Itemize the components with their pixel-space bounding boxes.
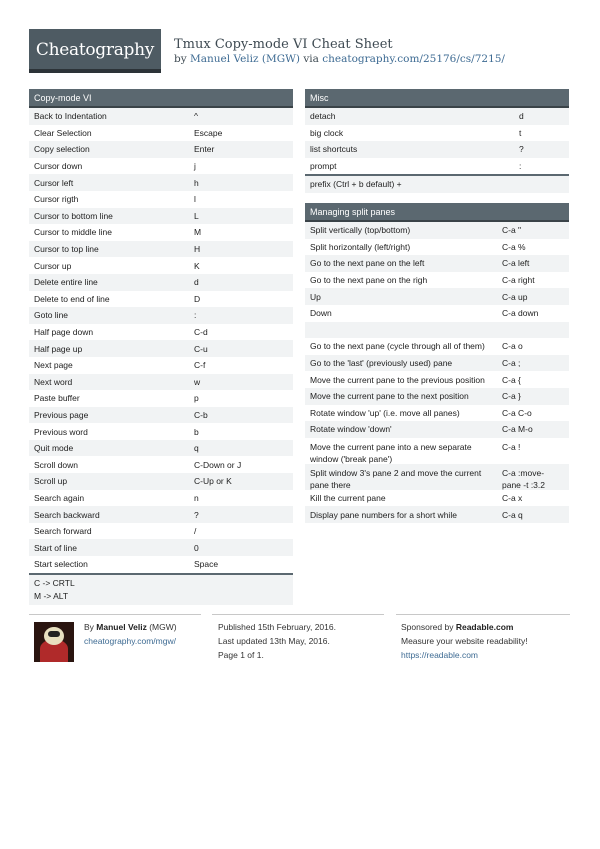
- shortcut-key: p: [194, 393, 199, 404]
- shortcut-description: Cursor down: [34, 161, 83, 172]
- shortcut-key: :: [194, 310, 197, 321]
- shortcut-row: [29, 506, 293, 523]
- shortcut-row: [29, 141, 293, 158]
- shortcut-row: [29, 257, 293, 274]
- shortcut-description: Next word: [34, 376, 73, 387]
- shortcut-description: Move the current pane to the previous position: [310, 374, 485, 385]
- shortcut-row: [305, 222, 569, 239]
- shortcut-key: Enter: [194, 144, 215, 155]
- shortcut-key: C-a up: [502, 291, 528, 302]
- shortcut-key: M: [194, 227, 202, 238]
- shortcut-description: Split window 3's pane 2 and move the current pane there: [310, 467, 482, 490]
- misc-rows: [305, 108, 569, 174]
- shortcut-row: [305, 355, 569, 372]
- footer-author-suffix: (MGW): [149, 622, 177, 632]
- byline-by: by: [174, 53, 187, 65]
- shortcut-description: Previous word: [34, 426, 88, 437]
- shortcut-description: Half page up: [34, 343, 83, 354]
- shortcut-row: [29, 539, 293, 556]
- copy-mode-panel: [29, 89, 293, 605]
- shortcut-description: big clock: [310, 127, 344, 138]
- shortcut-key: C-Down or J: [194, 459, 242, 470]
- shortcut-row: [305, 421, 569, 438]
- shortcut-description: Cursor to middle line: [34, 227, 112, 238]
- shortcut-row: [305, 438, 569, 464]
- shortcut-description: Move the current pane into a new separate window ('break pane'): [310, 441, 472, 464]
- shortcut-description: Paste buffer: [34, 393, 80, 404]
- shortcut-description: Cursor to bottom line: [34, 210, 113, 221]
- shortcut-key: b: [194, 426, 199, 437]
- sheet-url-link[interactable]: cheatography.com/25176/cs/7215/: [322, 53, 505, 65]
- shortcut-key: q: [194, 443, 199, 454]
- shortcut-description: Cursor left: [34, 177, 74, 188]
- shortcut-description: Next page: [34, 360, 73, 371]
- shortcut-row: [305, 371, 569, 388]
- shortcut-row: [305, 125, 569, 142]
- shortcut-key: l: [194, 194, 196, 205]
- shortcut-key: d: [519, 111, 524, 122]
- shortcut-key: L: [194, 210, 199, 221]
- shortcut-key: C-a o: [502, 341, 523, 352]
- shortcut-row: [29, 374, 293, 391]
- sheet-byline: [174, 53, 505, 65]
- shortcut-row: [305, 305, 569, 322]
- shortcut-key: j: [194, 161, 196, 172]
- copy-mode-notes: [29, 573, 293, 605]
- shortcut-row: [305, 288, 569, 305]
- misc-panel-title: Misc: [305, 89, 569, 108]
- shortcut-key: C-b: [194, 409, 208, 420]
- shortcut-description: Split vertically (top/bottom): [310, 225, 411, 236]
- misc-note: prefix (Ctrl + b default) +: [305, 174, 569, 193]
- shortcut-key: d: [194, 277, 199, 288]
- shortcut-row: [29, 456, 293, 473]
- shortcut-row: [305, 506, 569, 523]
- shortcut-key: Space: [194, 559, 219, 570]
- shortcut-key: C-d: [194, 327, 208, 338]
- shortcut-row: [305, 239, 569, 256]
- footer-author: [84, 620, 177, 648]
- shortcut-key: t: [519, 127, 522, 138]
- shortcut-key: ?: [519, 144, 524, 155]
- shortcut-key: 0: [194, 542, 199, 553]
- byline-via: via: [303, 53, 319, 65]
- shortcut-description: Go to the 'last' (previously used) pane: [310, 358, 453, 369]
- shortcut-description: Start selection: [34, 559, 88, 570]
- shortcut-description: Cursor rigth: [34, 194, 79, 205]
- shortcut-key: C-a {: [502, 374, 521, 385]
- published-date: Published 15th February, 2016.: [218, 622, 336, 632]
- shortcut-key: w: [194, 376, 201, 387]
- footer-dates: [218, 620, 336, 662]
- shortcut-row: [29, 357, 293, 374]
- shortcut-row: [29, 274, 293, 291]
- shortcut-description: Search again: [34, 492, 85, 503]
- shortcut-description: Copy selection: [34, 144, 90, 155]
- shortcut-description: Scroll up: [34, 476, 68, 487]
- shortcut-row: [29, 208, 293, 225]
- shortcut-description: Down: [310, 308, 332, 319]
- shortcut-row: [29, 523, 293, 540]
- shortcut-key: n: [194, 492, 199, 503]
- shortcut-description: Start of line: [34, 542, 77, 553]
- shortcut-description: list shortcuts: [310, 144, 358, 155]
- shortcut-row: [29, 423, 293, 440]
- shortcut-description: Previous page: [34, 409, 89, 420]
- shortcut-key: C-f: [194, 360, 206, 371]
- shortcut-key: C-Up or K: [194, 476, 232, 487]
- shortcut-row: [29, 440, 293, 457]
- shortcut-key: C-a x: [502, 493, 523, 504]
- shortcut-key: C-a !: [502, 441, 521, 452]
- shortcut-key: C-a M-o: [502, 424, 533, 435]
- sponsor-url[interactable]: https://readable.com: [401, 650, 479, 660]
- shortcut-key: C-a left: [502, 258, 530, 269]
- shortcut-description: Display pane numbers for a short while: [310, 509, 457, 520]
- shortcut-row: [305, 108, 569, 125]
- shortcut-description: detach: [310, 111, 336, 122]
- page-footer: [29, 614, 570, 668]
- shortcut-key: C-a down: [502, 308, 539, 319]
- shortcut-row: [29, 490, 293, 507]
- shortcut-row: [29, 556, 293, 573]
- shortcut-row: [29, 291, 293, 308]
- note-line: M -> ALT: [34, 590, 69, 601]
- shortcut-description: Half page down: [34, 327, 94, 338]
- shortcut-description: prompt: [310, 161, 337, 172]
- author-link[interactable]: Manuel Veliz (MGW): [190, 53, 300, 65]
- shortcut-key: C-a right: [502, 275, 535, 286]
- shortcut-row: [305, 338, 569, 355]
- note-line: C -> CRTL: [34, 577, 75, 588]
- shortcut-key: C-a ;: [502, 358, 521, 369]
- shortcut-key: ^: [194, 111, 198, 122]
- shortcut-row: [29, 324, 293, 341]
- sheet-title: Tmux Copy-mode VI Cheat Sheet: [174, 37, 393, 52]
- copy-mode-rows: [29, 108, 293, 573]
- shortcut-key: ?: [194, 509, 199, 520]
- cheatography-logo[interactable]: [29, 29, 161, 73]
- shortcut-key: C-a q: [502, 509, 523, 520]
- shortcut-description: Search backward: [34, 509, 100, 520]
- shortcut-key: H: [194, 244, 201, 255]
- split-panes-panel: [305, 203, 569, 523]
- shortcut-description: Clear Selection: [34, 127, 92, 138]
- sponsor-tagline: Measure your website readability!: [401, 636, 528, 646]
- shortcut-description: Split horizontally (left/right): [310, 241, 411, 252]
- shortcut-row: [29, 108, 293, 125]
- author-avatar[interactable]: [34, 622, 74, 662]
- shortcut-description: Up: [310, 291, 321, 302]
- shortcut-description: Back to Indentation: [34, 111, 107, 122]
- shortcut-row: [29, 407, 293, 424]
- shortcut-description: Kill the current pane: [310, 493, 386, 504]
- footer-by: By: [84, 622, 94, 632]
- shortcut-key: C-a }: [502, 391, 521, 402]
- shortcut-row: [305, 464, 569, 490]
- shortcut-row: [305, 490, 569, 507]
- shortcut-description: Rotate window 'down': [310, 424, 392, 435]
- shortcut-key: D: [194, 293, 201, 304]
- shortcut-row: [305, 322, 569, 339]
- shortcut-row: [29, 473, 293, 490]
- sponsor-name[interactable]: Readable.com: [455, 622, 514, 632]
- footer-divider: [212, 614, 384, 615]
- shortcut-row: [305, 141, 569, 158]
- footer-sponsor: [401, 620, 528, 662]
- copy-mode-panel-title: Copy-mode VI: [29, 89, 293, 108]
- split-panes-rows: [305, 222, 569, 523]
- shortcut-key: C-a C-o: [502, 407, 532, 418]
- shortcut-row: [29, 224, 293, 241]
- shortcut-key: h: [194, 177, 199, 188]
- misc-panel: [305, 89, 569, 193]
- shortcut-key: K: [194, 260, 200, 271]
- shortcut-description: Delete to end of line: [34, 293, 110, 304]
- shortcut-row: [305, 272, 569, 289]
- shortcut-row: [29, 390, 293, 407]
- shortcut-row: [29, 307, 293, 324]
- footer-author-name[interactable]: Manuel Veliz: [96, 622, 147, 632]
- footer-divider: [29, 614, 201, 615]
- shortcut-key: /: [194, 526, 197, 537]
- footer-divider: [396, 614, 570, 615]
- shortcut-row: [305, 405, 569, 422]
- shortcut-row: [29, 174, 293, 191]
- shortcut-row: [29, 158, 293, 175]
- shortcut-description: Go to the next pane on the left: [310, 258, 425, 269]
- shortcut-description: Cursor up: [34, 260, 72, 271]
- shortcut-key: :: [519, 161, 522, 172]
- sponsored-by: Sponsored by: [401, 622, 454, 632]
- shortcut-description: Delete entire line: [34, 277, 98, 288]
- shortcut-key: Escape: [194, 127, 223, 138]
- shortcut-row: [305, 388, 569, 405]
- shortcut-row: [305, 255, 569, 272]
- shortcut-row: [29, 191, 293, 208]
- shortcut-key: C-a :move-pane -t :3.2: [502, 467, 546, 490]
- shortcut-description: Quit mode: [34, 443, 74, 454]
- shortcut-description: Move the current pane to the next position: [310, 391, 469, 402]
- shortcut-row: [29, 125, 293, 142]
- shortcut-row: [29, 241, 293, 258]
- page-number: Page 1 of 1.: [218, 650, 264, 660]
- shortcut-description: Cursor to top line: [34, 244, 99, 255]
- shortcut-key: C-a ": [502, 225, 522, 236]
- footer-author-url[interactable]: cheatography.com/mgw/: [84, 636, 176, 646]
- updated-date: Last updated 13th May, 2016.: [218, 636, 330, 646]
- shortcut-description: Go to the next pane on the righ: [310, 275, 428, 286]
- shortcut-description: Rotate window 'up' (i.e. move all panes): [310, 407, 460, 418]
- shortcut-row: [305, 158, 569, 175]
- logo-text: Cheatography: [35, 40, 155, 60]
- shortcut-description: Go to the next pane (cycle through all of them): [310, 341, 485, 352]
- shortcut-row: [29, 340, 293, 357]
- shortcut-key: C-a %: [502, 241, 526, 252]
- shortcut-description: Goto line: [34, 310, 69, 321]
- shortcut-description: Search forward: [34, 526, 92, 537]
- shortcut-description: Scroll down: [34, 459, 78, 470]
- shortcut-key: C-u: [194, 343, 208, 354]
- split-panes-panel-title: Managing split panes: [305, 203, 569, 222]
